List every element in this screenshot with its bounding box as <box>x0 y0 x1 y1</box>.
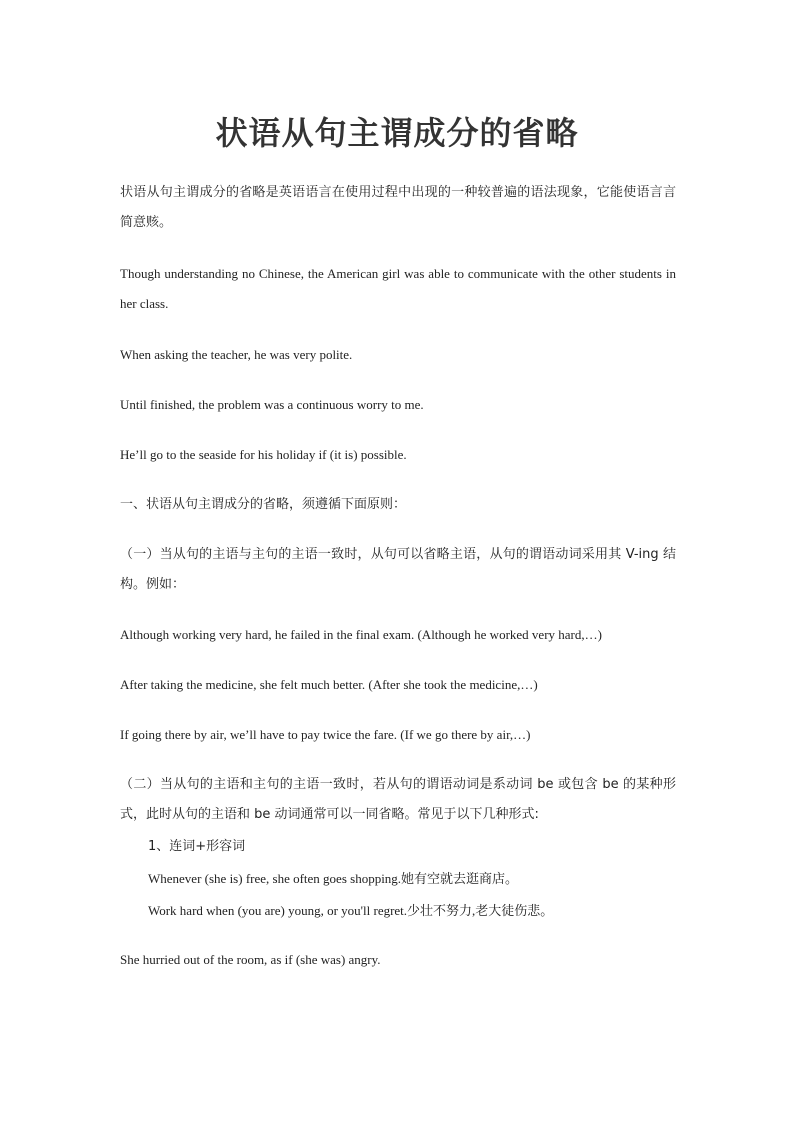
document-title: 状语从句主谓成分的省略 <box>215 114 579 152</box>
rule-one: （一）当从句的主语与主句的主语一致时，从句可以省略主语，从句的谓语动词采用其 V-ing 结构。例如： <box>120 547 676 592</box>
sub-heading-one: 1、连词+形容词 <box>148 839 246 854</box>
example-if: If going there by air, we’ll have to pay twice the fare. (If we go there by air,…) <box>120 727 531 742</box>
example-until: Until finished, the problem was a continuous worry to me. <box>120 397 424 412</box>
example-whenever: Whenever (she is) free, she often goes shopping.她有空就去逛商店。 <box>148 871 519 886</box>
example-although: Although working very hard, he failed in the final exam. (Although he worked very hard,…) <box>120 627 602 642</box>
example-hurried: She hurried out of the room, as if (she was) angry. <box>120 952 381 967</box>
section-heading-one: 一、状语从句主谓成分的省略，须遵循下面原则： <box>120 497 407 512</box>
intro-paragraph: 状语从句主谓成分的省略是英语语言在使用过程中出现的一种较普遍的语法现象，它能使语言言简意赅。 <box>120 185 676 230</box>
example-though: Though understanding no Chinese, the American girl was able to communicate with the other students in her class. <box>120 266 676 311</box>
example-after: After taking the medicine, she felt much better. (After she took the medicine,…) <box>120 677 538 692</box>
example-seaside: He’ll go to the seaside for his holiday if (it is) possible. <box>120 447 407 462</box>
example-work-hard: Work hard when (you are) young, or you'll regret.少壮不努力,老大徒伤悲。 <box>148 903 554 918</box>
rule-two: （二）当从句的主语和主句的主语一致时，若从句的谓语动词是系动词 be 或包含 be 的某种形式，此时从句的主语和 be 动词通常可以一同省略。常见于以下几种形式: <box>120 777 676 822</box>
example-when: When asking the teacher, he was very polite. <box>120 347 353 362</box>
